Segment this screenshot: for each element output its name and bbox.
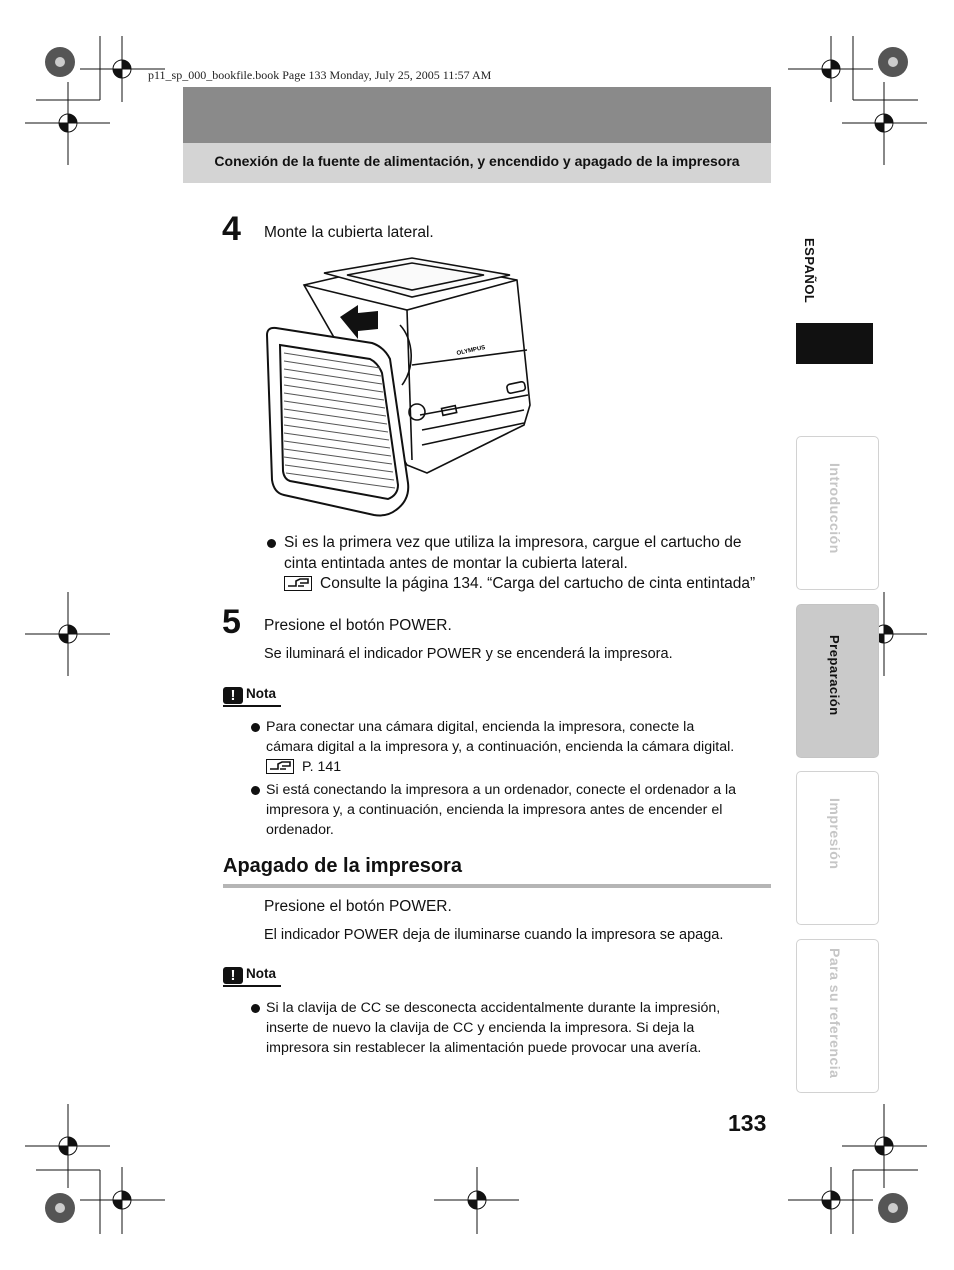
nota2-line2: inserte de nuevo la clavija de CC y encienda la impresora. Si deja la — [266, 1020, 695, 1036]
section-title: Apagado de la impresora — [223, 855, 462, 877]
nota2-line1: Si la clavija de CC se desconecta accidentalmente durante la impresión, — [266, 1000, 721, 1016]
reference-page-134-text: Consulte la página 134. “Carga del cartucho de cinta entintada” — [320, 575, 756, 592]
tab-impresion[interactable] — [796, 771, 879, 925]
tab-label: Introducción — [827, 463, 843, 554]
reference-page-141-text: P. 141 — [302, 759, 342, 775]
nota-heading-1 — [223, 685, 281, 707]
tab-para-su-referencia[interactable] — [796, 939, 879, 1093]
warning-icon: ! — [223, 687, 243, 704]
nota1-item2-line1: Si está conectando la impresora a un ordenador, conecte el ordenador a la — [266, 782, 737, 798]
tab-label: Impresión — [827, 798, 843, 870]
page-number: 133 — [728, 1110, 767, 1136]
section-rule — [223, 884, 771, 888]
page-header-title: Conexión de la fuente de alimentación, y encendido y apagado de la impresora — [183, 143, 771, 183]
bullet-dot — [251, 786, 260, 795]
nota2-item-dc-plug — [266, 998, 720, 1058]
file-slug: p11_sp_000_bookfile.book Page 133 Monday, July 25, 2005 11:57 AM — [148, 68, 492, 82]
bullet-dot — [267, 539, 276, 548]
nota1-item-camera — [266, 717, 734, 777]
nota-heading-2 — [223, 965, 281, 987]
section-step-text: Presione el botón POWER. — [264, 898, 452, 915]
printer-illustration — [262, 255, 542, 520]
language-marker — [796, 323, 873, 364]
tab-label: Preparación — [827, 635, 842, 716]
step-5-subtext: Se iluminará el indicador POWER y se encenderá la impresora. — [264, 646, 673, 662]
nota2-line3: impresora sin restablecer la alimentación puede provocar una avería. — [266, 1040, 702, 1056]
header-band — [183, 87, 771, 143]
bullet-dot — [251, 723, 260, 732]
nota-label: Nota — [246, 686, 276, 701]
nota1-item2-line2: impresora y, a continuación, encienda la impresora antes de encender el — [266, 802, 723, 818]
step-number-5: 5 — [222, 603, 241, 641]
step-4-text: Monte la cubierta lateral. — [264, 224, 434, 241]
bullet-first-use-line2: cinta entintada antes de montar la cubierta lateral. — [284, 554, 628, 572]
tab-introduccion[interactable] — [796, 436, 879, 590]
nota1-item2-line3: ordenador. — [266, 822, 334, 838]
nota-label: Nota — [246, 966, 276, 981]
reference-link-page-141[interactable] — [266, 757, 734, 777]
step-5-text: Presione el botón POWER. — [264, 617, 452, 634]
language-label: ESPAÑOL — [802, 238, 817, 304]
bullet-first-use — [284, 533, 741, 574]
tab-label: Para su referencia — [827, 948, 843, 1079]
tab-preparacion[interactable] — [796, 604, 879, 758]
bullet-dot — [251, 1004, 260, 1013]
reference-hand-icon — [284, 576, 312, 591]
step-number-4: 4 — [222, 210, 241, 248]
section-subtext: El indicador POWER deja de iluminarse cuando la impresora se apaga. — [264, 927, 724, 943]
printer-brand-label: OLYMPUS — [456, 345, 486, 357]
reference-hand-icon — [266, 759, 294, 774]
warning-icon: ! — [223, 967, 243, 984]
nota1-item1-line2: cámara digital a la impresora y, a continuación, encienda la cámara digital. — [266, 739, 735, 755]
nota1-item1-line1: Para conectar una cámara digital, encienda la impresora, conecte la — [266, 719, 695, 735]
nota1-item-computer — [266, 780, 736, 840]
reference-link-page-134[interactable] — [284, 574, 755, 595]
bullet-first-use-line1: Si es la primera vez que utiliza la impresora, cargue el cartucho de — [284, 534, 742, 551]
